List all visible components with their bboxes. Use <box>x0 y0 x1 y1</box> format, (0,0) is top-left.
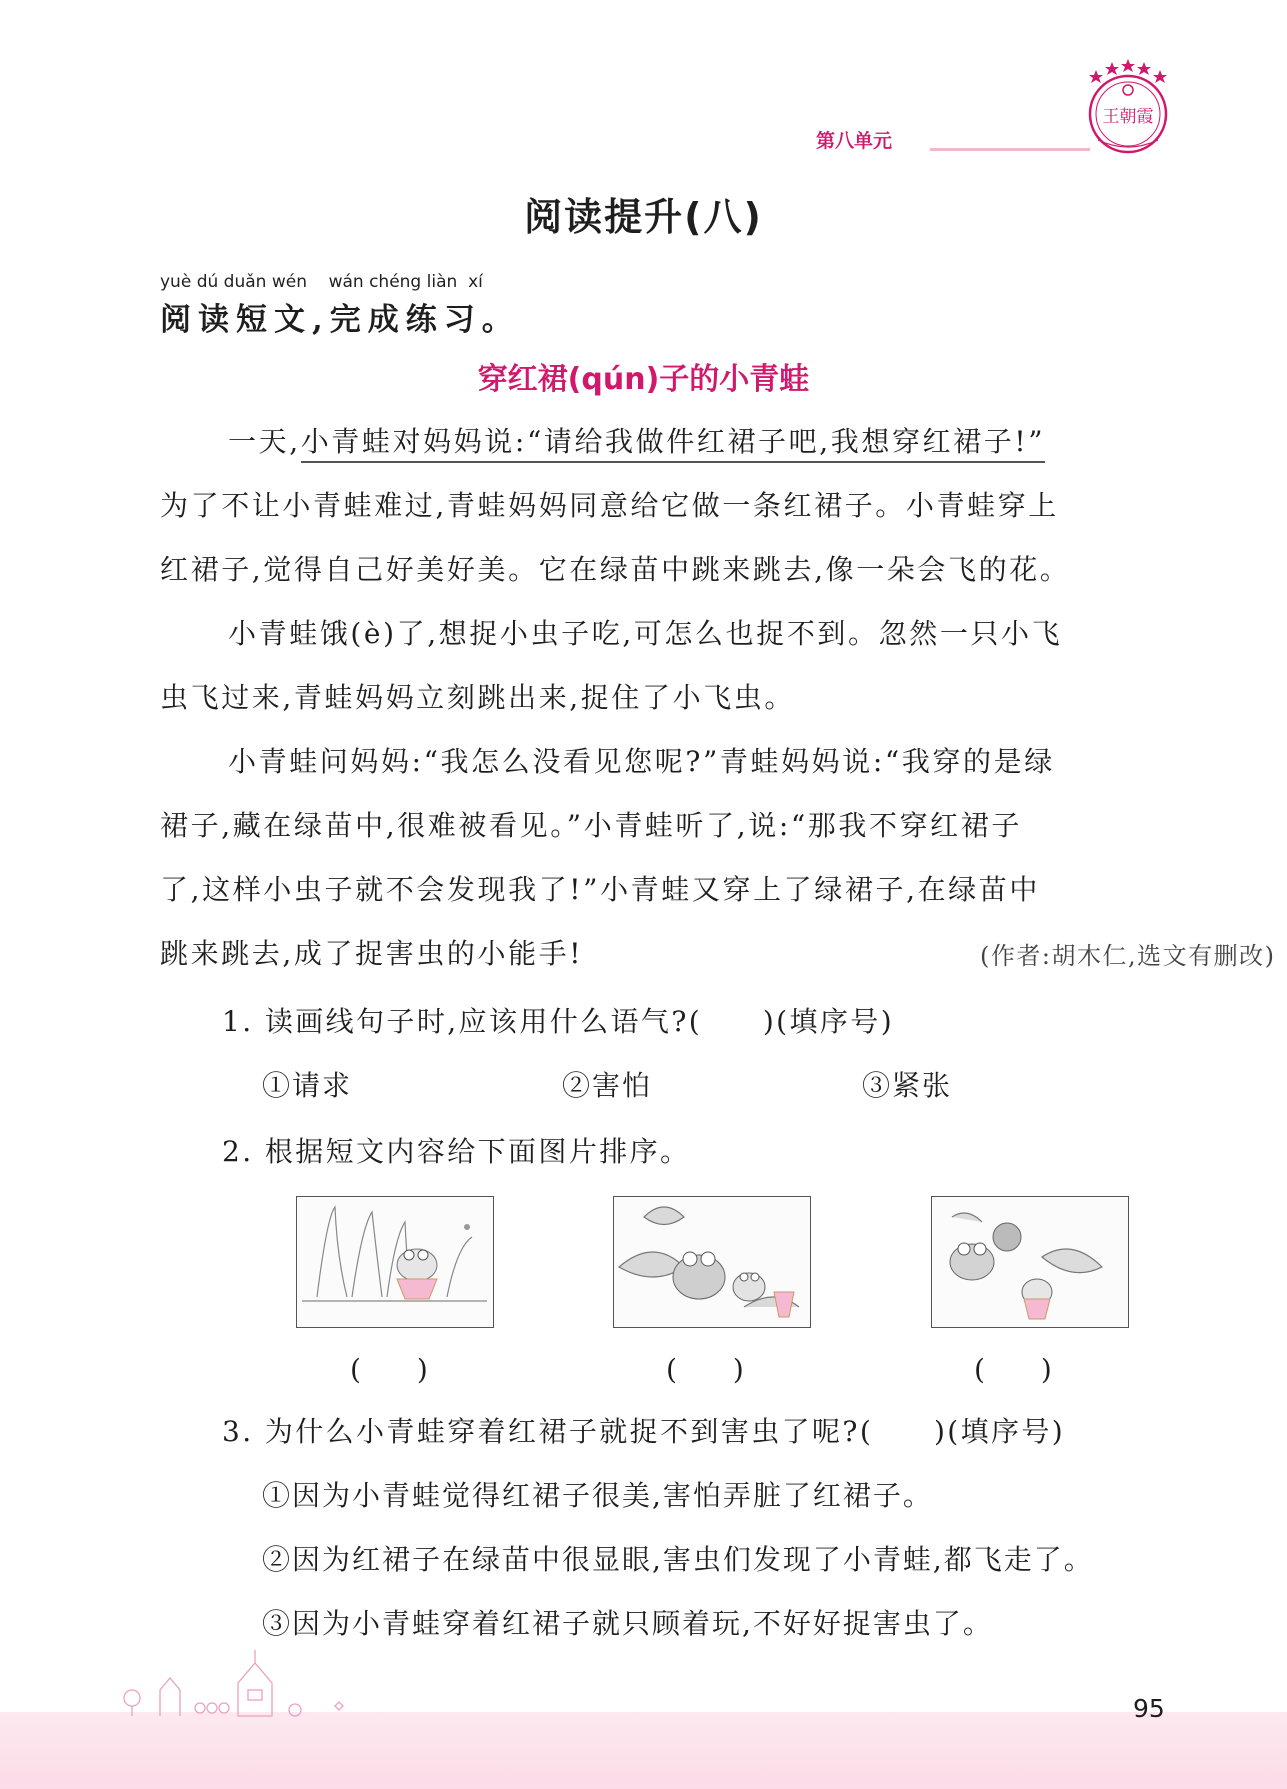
footer-band <box>0 1712 1287 1789</box>
q1-option-1: ①请求 <box>262 1069 353 1102</box>
q2-answer-blank-3[interactable]: ( ) <box>974 1353 1052 1386</box>
story-credit: (作者:胡木仁,选文有删改) <box>980 942 1276 970</box>
story-line-1-start: 一天, <box>228 425 301 458</box>
q3-option-2: ②因为红裙子在绿苗中很显眼,害虫们发现了小青蛙,都飞走了。 <box>262 1543 1094 1576</box>
question-2: 2. 根据短文内容给下面图片排序。 <box>222 1135 691 1168</box>
picture-3 <box>931 1196 1129 1328</box>
brand-logo <box>1074 54 1182 158</box>
footer-decoration-icon <box>120 1648 360 1718</box>
story-line-5: 虫飞过来,青蛙妈妈立刻跳出来,捉住了小飞虫。 <box>160 681 796 714</box>
story-line-8: 了,这样小虫子就不会发现我了!”小青蛙又穿上了绿裙子,在绿苗中 <box>160 873 1040 906</box>
question-1: 1. 读画线句子时,应该用什么语气?( )(填序号) <box>222 1005 895 1038</box>
picture-1 <box>296 1196 494 1328</box>
story-line-9-text: 跳来跳去,成了捉害虫的小能手! <box>160 937 584 970</box>
page-title: 阅读提升(八) <box>524 195 763 239</box>
story-line-4: 小青蛙饿(è)了,想捉小虫子吃,可怎么也捉不到。忽然一只小飞 <box>228 617 1063 650</box>
question-3: 3. 为什么小青蛙穿着红裙子就捉不到害虫了呢?( )(填序号) <box>222 1415 1066 1448</box>
story-title: 穿红裙(qún)子的小青蛙 <box>477 362 810 397</box>
instruction-pinyin: yuè dú duǎn wén wán chéng liàn xí <box>160 272 483 292</box>
logo-text: 王朝霞 <box>1102 107 1154 127</box>
q3-option-3: ③因为小青蛙穿着红裙子就只顾着玩,不好好捉害虫了。 <box>262 1607 993 1640</box>
story-line-3: 红裙子,觉得自己好美好美。它在绿苗中跳来跳去,像一朵会飞的花。 <box>160 553 1071 586</box>
underlined-sentence: 小青蛙对妈妈说:“请给我做件红裙子吧,我想穿红裙子!” <box>301 425 1045 463</box>
story-line-6: 小青蛙问妈妈:“我怎么没看见您呢?”青蛙妈妈说:“我穿的是绿 <box>228 745 1055 778</box>
q3-option-1: ①因为小青蛙觉得红裙子很美,害怕弄脏了红裙子。 <box>262 1479 933 1512</box>
q1-option-3: ③紧张 <box>862 1069 953 1102</box>
q1-option-2: ②害怕 <box>562 1069 653 1102</box>
page-number: 95 <box>1133 1694 1165 1723</box>
unit-label: 第八单元 <box>815 130 892 152</box>
story-line-7: 裙子,藏在绿苗中,很难被看见。”小青蛙听了,说:“那我不穿红裙子 <box>160 809 1022 842</box>
instruction-text: 阅读短文,完成练习。 <box>160 302 520 338</box>
story-line-1 <box>228 420 1045 460</box>
story-line-9 <box>160 932 1276 972</box>
story-line-2: 为了不让小青蛙难过,青蛙妈妈同意给它做一条红裙子。小青蛙穿上 <box>160 489 1059 522</box>
picture-2 <box>613 1196 811 1328</box>
q2-answer-blank-1[interactable]: ( ) <box>350 1353 428 1386</box>
q2-answer-blank-2[interactable]: ( ) <box>666 1353 744 1386</box>
header-underline <box>930 148 1090 151</box>
